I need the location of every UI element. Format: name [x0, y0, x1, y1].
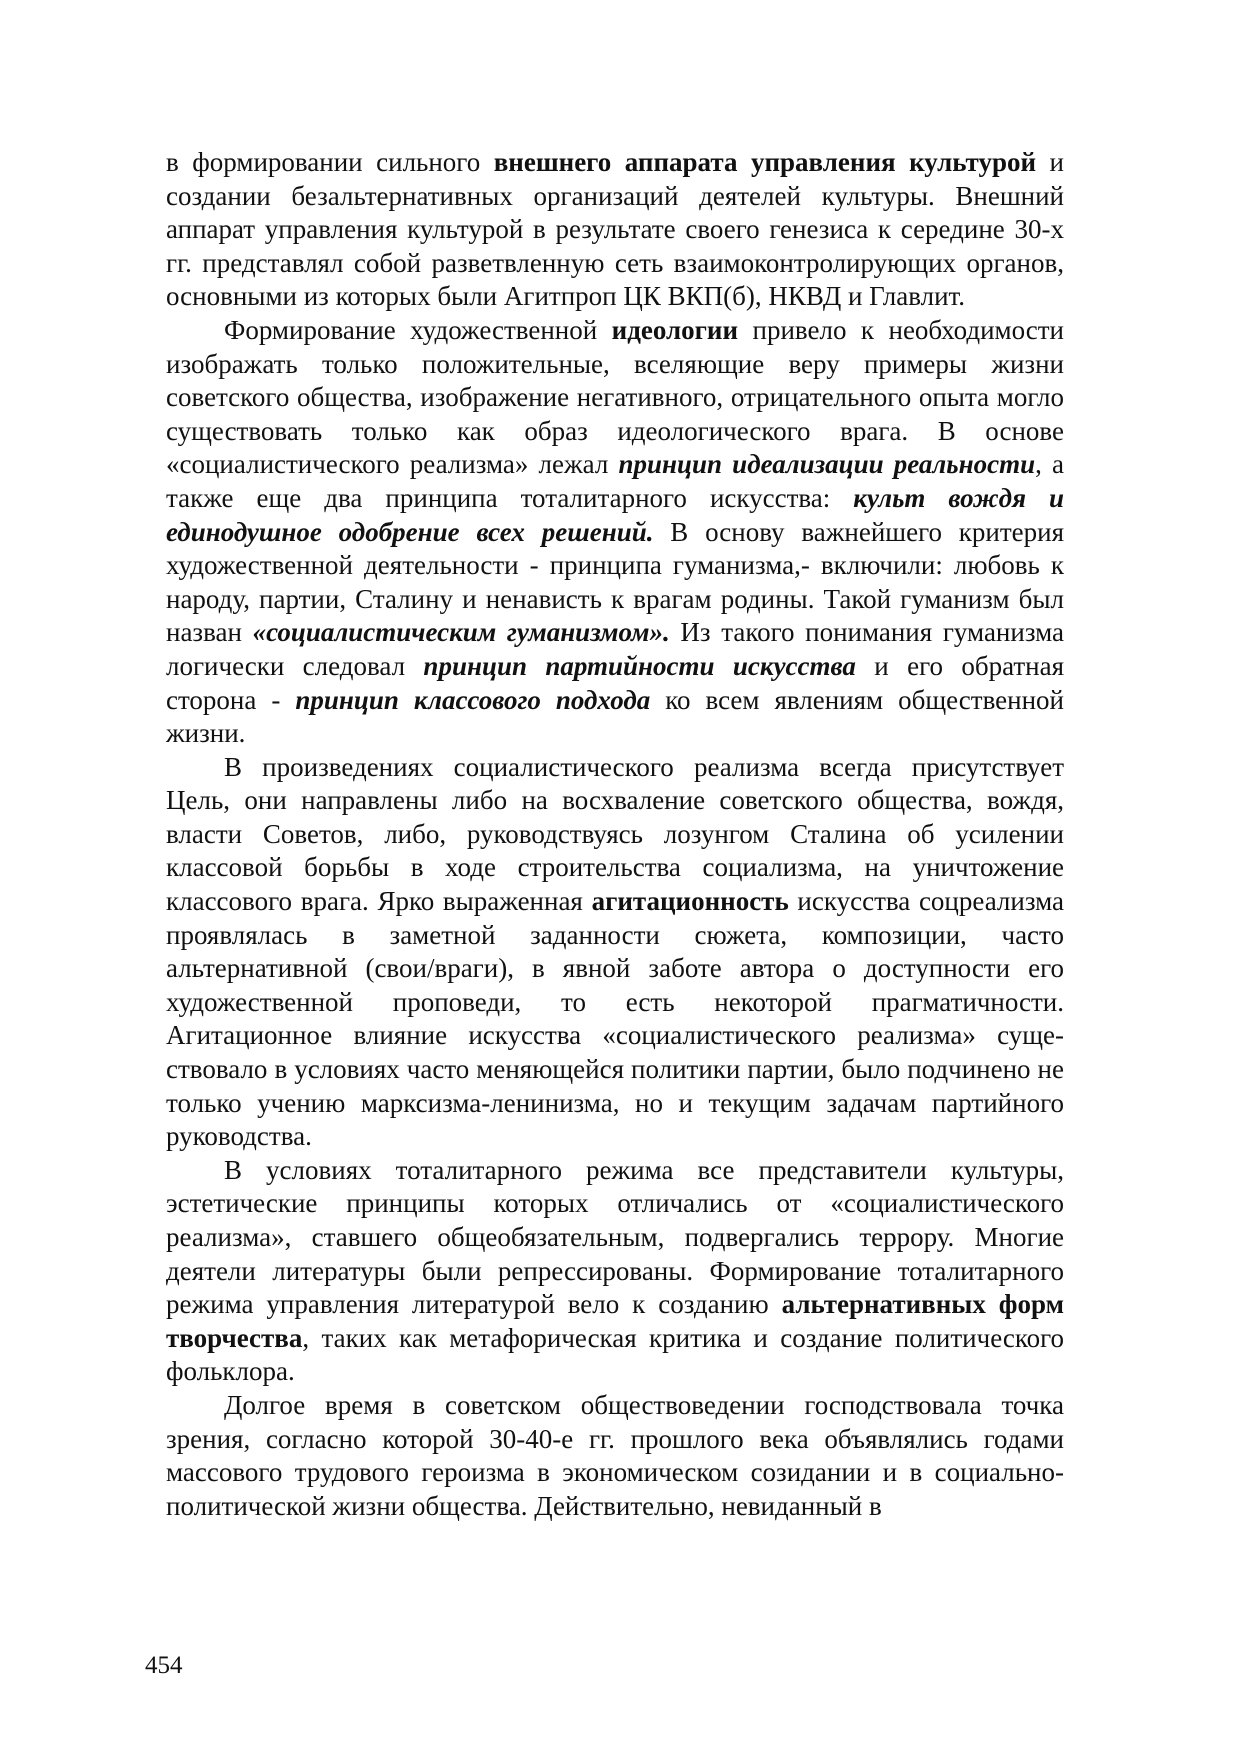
text-run: в формировании сильного [166, 147, 494, 177]
paragraph [166, 1154, 1064, 1389]
bold-italic-term: «социалистическим гуманизмом». [252, 617, 670, 648]
bold-italic-term: культ вождя и единодушное одобрение всех решений. [166, 482, 1065, 547]
paragraph [166, 314, 1064, 751]
text-run: и его обратная сторона - [166, 650, 1065, 715]
page-number: 454 [145, 1652, 183, 1679]
text-run: Долгое время в советском обществоведении господствовала точка зрения, согласно которой 30-40-е гг. прошлого века объявлялись годами массового трудового героизма в экономическом созидании и в социально-политической жизни общества. Действительно, невиданный в [166, 1389, 1064, 1521]
paragraph [166, 146, 1064, 314]
bold-term: альтернативных форм творчества [166, 1289, 1064, 1353]
paragraph [166, 751, 1064, 1154]
text-run: и создании безальтернативных организаций деятелей культуры. Внешний аппарат управления культурой в результате своего генезиса к середине 30-х гг. представлял собой разветвленную сеть взаимоконтролирующих органов, основными из которых были Агитпроп ЦК ВКП(б), НКВД и Главлит. [166, 147, 1064, 312]
text-run: , а также еще два принципа тоталитарного искусства: [166, 449, 1064, 513]
bold-term: внешнего аппарата управления культурой [493, 147, 1037, 177]
text-run: ко всем явлениям общественной жизни. [166, 684, 1064, 749]
text-run: Формирование художественной [224, 314, 612, 345]
text-run: В основу важнейшего критерия художественной деятельности - принципа гуманизма,- включили: любовь к народу, партии, Сталину и ненависть к врагам родины. Такой гуманизм был назван [166, 516, 1065, 648]
text-run: искусства соцреализма проявлялась в заметной заданности сюжета, композиции, часто альтернативной (свои/враги), в явной заботе автора о доступности его художественной проповеди, то есть некоторой прагматичности. Агитационное влияние искусства «социалистического реализма» существовало в условиях часто меняющейся политики партии, было подчинено не только учению марксизма-ленинизма, но и текущим задачам партийного руководства. [166, 886, 1065, 1152]
paragraph [166, 1389, 1064, 1523]
text-run: , таких как метафорическая критика и создание политического фольклора. [166, 1322, 1064, 1387]
text-run: В произведениях социалистического реализма всегда присутствует Цель, они направлены либо на восхваление советского общества, вождя, власти Советов, либо, руководствуясь лозунгом Сталина об усилении классовой борьбы в ходе строительства социализма, на уничтожение классового врага. Ярко выраженная [166, 751, 1064, 917]
bold-italic-term: принцип идеализации реальности [618, 449, 1036, 480]
text-run: В условиях тоталитарного режима все представители культуры, эстетические принципы которых отличались от «социалистического реализма», ставшего общеобязательным, подвергались террору. Многие деятели литературы были репрессированы. Формирование тоталитарного режима управления литературой вело к созданию [166, 1154, 1064, 1320]
body-text [166, 146, 1064, 1523]
text-run: привело к необходимости изображать только положительные, вселяющие веру примеры жизни советского общества, изображение негативного, отрицательного опыта могло существовать только как образ идеологического врага. В основе «социалистического реализма» лежал [166, 314, 1065, 480]
bold-term: идеологии [611, 314, 739, 345]
text-run: Из такого понимания гуманизма логически следовал [166, 617, 1064, 681]
bold-italic-term: принцип партийности искусства [423, 650, 856, 681]
bold-term: агитационность [591, 886, 789, 917]
bold-italic-term: принцип классового подхода [295, 684, 651, 715]
